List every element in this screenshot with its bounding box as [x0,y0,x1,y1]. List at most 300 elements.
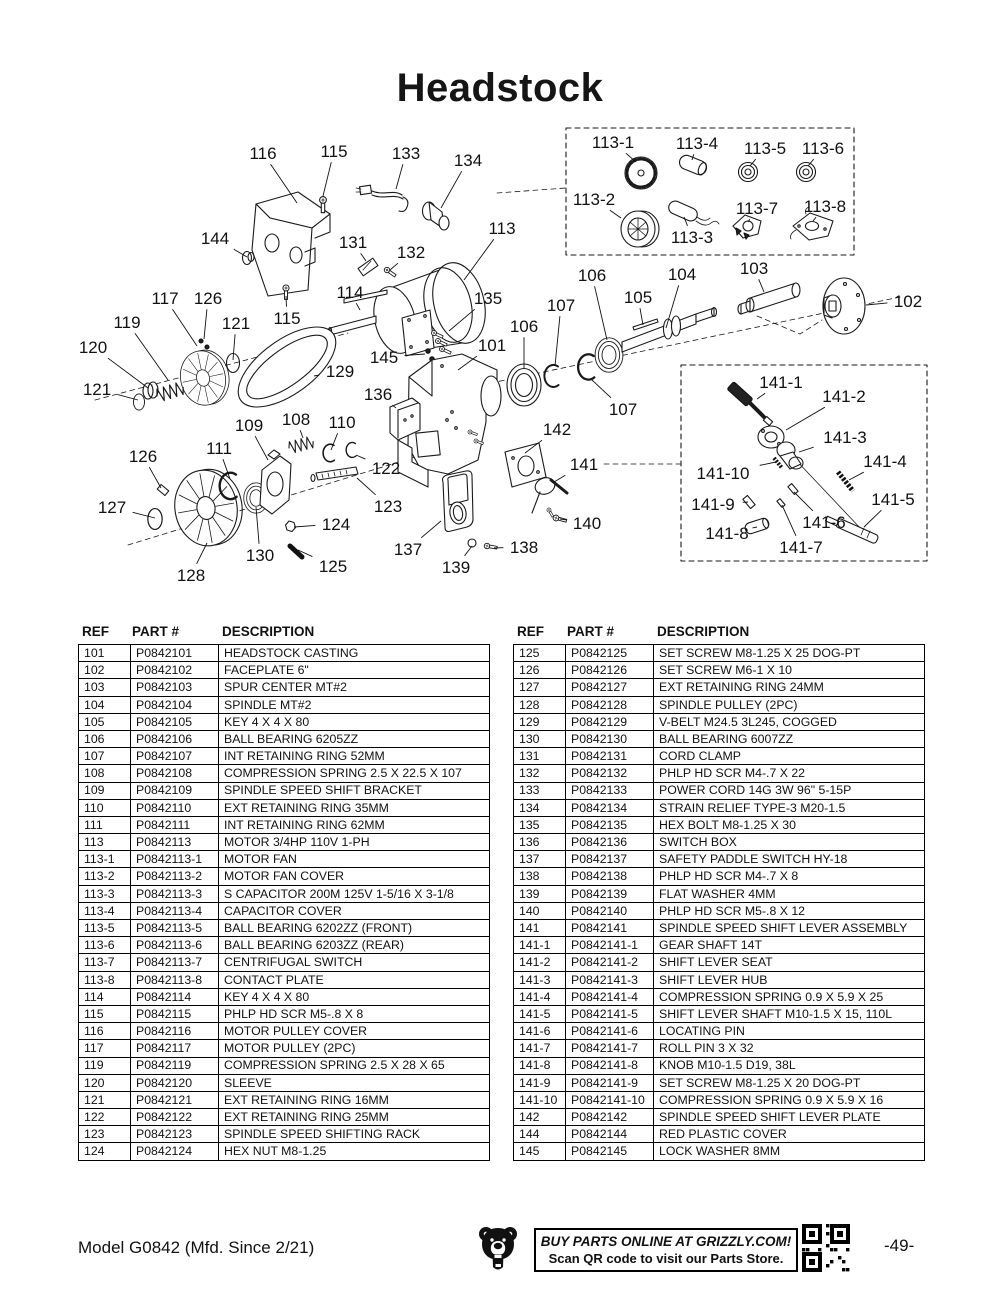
cell-desc: BALL BEARING 6205ZZ [219,730,490,747]
part-label-114: 114 [336,283,364,302]
part-117-motor-pulley [175,346,234,410]
cell-desc: SHIFT LEVER HUB [654,971,925,988]
part-113-motor [328,257,493,358]
table-row [79,730,490,747]
table-row [514,713,925,730]
cell-part: P0842114 [131,988,219,1005]
part-label-128: 128 [176,566,206,585]
part-label-141-9: 141-9 [691,495,735,514]
part-label-136: 136 [363,385,393,404]
table-row [79,885,490,902]
cell-desc: S CAPACITOR 200M 125V 1-5/16 X 3-1/8 [219,885,490,902]
parts-table-left-header [78,622,490,644]
cell-ref: 114 [79,988,131,1005]
cell-desc: BALL BEARING 6007ZZ [654,730,925,747]
part-label-113-8: 113-8 [803,197,847,216]
cell-part: P0842141-7 [566,1040,654,1057]
table-row [79,679,490,696]
leader-line-132 [390,263,398,270]
table-row [514,662,925,679]
part-label-141-5: 141-5 [871,490,915,509]
leader-line-137 [421,521,441,538]
cell-part: P0842131 [566,748,654,765]
part-113-5-ball-bearing [739,163,758,182]
cell-ref: 111 [79,816,131,833]
part-102-faceplate [823,278,865,334]
part-138-screw [484,543,498,551]
part-120-sleeve [143,382,158,399]
cell-ref: 141-4 [514,988,566,1005]
part-label-113-5: 113-5 [743,139,787,158]
part-113-1-motor-fan [625,157,657,189]
cell-desc: SLEEVE [219,1074,490,1091]
cell-desc: GEAR SHAFT 14T [654,937,925,954]
cell-desc: COMPRESSION SPRING 2.5 X 22.5 X 107 [219,765,490,782]
part-label-141-7: 141-7 [779,538,823,557]
table-row [514,645,925,662]
cell-desc: SWITCH BOX [654,834,925,851]
cell-part: P0842115 [131,1005,219,1022]
table-row [79,1091,490,1108]
part-label-140: 140 [572,514,602,533]
table-row [514,851,925,868]
cell-ref: 134 [514,799,566,816]
page-footer [0,1222,1000,1282]
cell-ref: 144 [514,1126,566,1143]
subassembly-link-line [497,188,566,193]
cell-part: P0842130 [566,730,654,747]
leader-line-110 [331,433,338,450]
cell-ref: 133 [514,782,566,799]
cell-part: P0842134 [566,799,654,816]
cell-ref: 141-7 [514,1040,566,1057]
part-label-125: 125 [318,557,348,576]
leader-line-141-1 [757,393,765,399]
cell-ref: 126 [514,662,566,679]
cell-desc: SHIFT LEVER SEAT [654,954,925,971]
cell-desc: SPINDLE SPEED SHIFT LEVER ASSEMBLY [654,920,925,937]
cell-ref: 125 [514,645,566,662]
cell-part: P0842109 [131,782,219,799]
leader-line-141-2 [786,407,825,430]
cell-desc: SPUR CENTER MT#2 [219,679,490,696]
cell-ref: 113-6 [79,937,131,954]
cell-desc: SPINDLE SPEED SHIFT BRACKET [219,782,490,799]
cell-part: P0842113-3 [131,885,219,902]
cell-desc: SPINDLE MT#2 [219,696,490,713]
cell-part: P0842103 [131,679,219,696]
part-label-101: 101 [477,336,507,355]
cell-part: P0842129 [566,713,654,730]
cell-part: P0842124 [131,1143,219,1160]
cell-part: P0842101 [131,645,219,662]
table-row [514,834,925,851]
cell-part: P0842141-3 [566,971,654,988]
table-row [514,799,925,816]
table-row [514,1005,925,1022]
part-label-130: 130 [245,546,275,565]
part-label-139: 139 [441,558,471,577]
part-label-131: 131 [338,233,368,252]
cell-desc: SET SCREW M8-1.25 X 25 DOG-PT [654,645,925,662]
part-label-141-10: 141-10 [696,464,750,483]
part-label-138: 138 [509,538,539,557]
part-label-126: 126 [128,447,158,466]
cell-desc: EXT RETAINING RING 35MM [219,799,490,816]
cell-ref: 141-9 [514,1074,566,1091]
part-label-113-1: 113-1 [591,133,635,152]
leader-line-115 [323,162,331,196]
part-label-129: 129 [325,362,355,381]
cell-ref: 109 [79,782,131,799]
cell-ref: 113-3 [79,885,131,902]
cell-desc: SPINDLE SPEED SHIFTING RACK [219,1126,490,1143]
part-label-122: 122 [371,459,401,478]
parts-table-right-grid [513,644,925,1161]
cell-desc: MOTOR FAN COVER [219,868,490,885]
part-label-119: 119 [113,313,141,332]
table-row [514,1126,925,1143]
cell-part: P0842113-6 [131,937,219,954]
parts-table-left [78,622,490,1161]
cell-ref: 124 [79,1143,131,1160]
table-row [514,1057,925,1074]
cell-ref: 104 [79,696,131,713]
col-header-part: PART # [132,624,180,639]
cell-desc: PHLP HD SCR M5-.8 X 8 [219,1005,490,1022]
table-row [514,748,925,765]
leader-line-103 [759,279,764,292]
cell-ref: 116 [79,1023,131,1040]
part-141-7-roll-pin [777,499,785,508]
cell-part: P0842137 [566,851,654,868]
cell-ref: 113-2 [79,868,131,885]
cell-ref: 129 [514,713,566,730]
table-row [514,971,925,988]
cell-ref: 136 [514,834,566,851]
cell-ref: 110 [79,799,131,816]
leader-line-141-3 [799,447,814,452]
part-label-144: 144 [200,229,230,248]
leader-line-123 [357,478,376,495]
cell-part: P0842135 [566,816,654,833]
part-label-124: 124 [321,515,351,534]
leader-line-126 [204,309,207,339]
cell-part: P0842111 [131,816,219,833]
cell-desc: BALL BEARING 6203ZZ (REAR) [219,937,490,954]
cell-part: P0842141 [566,920,654,937]
cell-desc: INT RETAINING RING 62MM [219,816,490,833]
cell-ref: 140 [514,902,566,919]
table-row [79,1057,490,1074]
cell-desc: SHIFT LEVER SHAFT M10-1.5 X 15, 110L [654,1005,925,1022]
col-header-desc: DESCRIPTION [657,624,750,639]
part-label-113-6: 113-6 [801,139,845,158]
table-row [514,730,925,747]
cell-ref: 131 [514,748,566,765]
part-label-141-3: 141-3 [823,428,867,447]
exploded-parts-diagram [0,0,1000,620]
cell-ref: 141-1 [514,937,566,954]
part-label-120: 120 [78,338,108,357]
cell-desc: SPINDLE PULLEY (2PC) [654,696,925,713]
part-label-113-7: 113-7 [735,199,779,218]
cell-desc: SPINDLE SPEED SHIFT LEVER PLATE [654,1109,925,1126]
table-row [79,1143,490,1160]
cell-ref: 107 [79,748,131,765]
cell-part: P0842140 [566,902,654,919]
table-row [79,645,490,662]
leader-line-121 [233,334,235,360]
cell-desc: COMPRESSION SPRING 0.9 X 5.9 X 25 [654,988,925,1005]
cell-ref: 108 [79,765,131,782]
table-row [79,748,490,765]
cell-desc: MOTOR FAN [219,851,490,868]
cell-part: P0842141-2 [566,954,654,971]
cell-ref: 117 [79,1040,131,1057]
cell-part: P0842113-8 [131,971,219,988]
cell-ref: 121 [79,1091,131,1108]
part-label-142: 142 [542,420,572,439]
cell-ref: 102 [79,662,131,679]
leader-line-106 [595,286,607,340]
table-row [79,1126,490,1143]
cell-desc: SET SCREW M8-1.25 X 20 DOG-PT [654,1074,925,1091]
promo-subline: Scan QR code to visit our Parts Store. [548,1251,784,1266]
cell-part: P0842141-9 [566,1074,654,1091]
cell-desc: RED PLASTIC COVER [654,1126,925,1143]
part-139-flat-washer [468,539,476,547]
table-row [514,1023,925,1040]
table-row [79,971,490,988]
table-row [79,1023,490,1040]
cell-ref: 113-8 [79,971,131,988]
cell-desc: FACEPLATE 6" [219,662,490,679]
cell-part: P0842117 [131,1040,219,1057]
cell-desc: PHLP HD SCR M4-.7 X 8 [654,868,925,885]
part-141-shift-lever-assembly [532,475,567,518]
cell-ref: 138 [514,868,566,885]
table-row [79,868,490,885]
part-label-137: 137 [393,540,423,559]
part-109-shift-bracket [260,450,291,514]
cell-desc: STRAIN RELIEF TYPE-3 M20-1.5 [654,799,925,816]
leader-line-105 [640,308,643,325]
cell-desc: EXT RETAINING RING 16MM [219,1091,490,1108]
cell-part: P0842141-5 [566,1005,654,1022]
part-label-132: 132 [396,243,426,262]
promo-headline: BUY PARTS ONLINE AT GRIZZLY.COM! [540,1234,792,1249]
cell-ref: 137 [514,851,566,868]
cell-desc: SAFETY PADDLE SWITCH HY-18 [654,851,925,868]
part-label-106: 106 [577,266,607,285]
table-row [514,782,925,799]
part-134-strain-relief [423,202,450,230]
part-105-key [633,319,658,330]
part-label-110: 110 [328,413,356,432]
cell-part: P0842141-1 [566,937,654,954]
cell-desc: COMPRESSION SPRING 0.9 X 5.9 X 16 [654,1091,925,1108]
part-label-113-2: 113-2 [572,190,616,209]
cell-ref: 119 [79,1057,131,1074]
table-row [514,1143,925,1160]
cell-desc: COMPRESSION SPRING 2.5 X 28 X 65 [219,1057,490,1074]
table-row [79,988,490,1005]
part-label-141-6: 141-6 [802,513,846,532]
cell-ref: 103 [79,679,131,696]
table-row [79,902,490,919]
leader-line-113 [464,239,494,280]
cell-part: P0842142 [566,1109,654,1126]
part-label-141-8: 141-8 [705,524,749,543]
cell-part: P0842104 [131,696,219,713]
table-row [514,954,925,971]
part-113-6-ball-bearing [797,163,816,182]
table-row [79,851,490,868]
part-141-3-shift-lever-hub [777,442,803,469]
part-label-109: 109 [234,416,264,435]
cell-part: P0842133 [566,782,654,799]
parts-table-right-header [513,622,925,644]
cell-desc: HEX BOLT M8-1.25 X 30 [654,816,925,833]
leader-line-133 [396,164,403,189]
part-label-111: 111 [206,439,232,458]
table-row [79,834,490,851]
part-label-105: 105 [623,288,653,307]
part-132-screw [383,266,397,278]
leader-line-141-5 [864,510,881,527]
part-107-int-ring-a [544,365,558,387]
grizzly-bear-icon [476,1225,520,1273]
table-row [514,1040,925,1057]
part-label-123: 123 [373,497,403,516]
part-label-102: 102 [893,292,923,311]
cell-ref: 113-4 [79,902,131,919]
part-label-127: 127 [97,498,127,517]
part-label-113: 113 [488,219,516,238]
part-label-126: 126 [193,289,223,308]
part-119-compression-spring [155,381,185,402]
cell-desc: HEX NUT M8-1.25 [219,1143,490,1160]
qr-code-image [802,1224,850,1272]
table-row [514,1074,925,1091]
leader-line-141-6 [794,492,813,511]
cell-ref: 120 [79,1074,131,1091]
cell-part: P0842141-8 [566,1057,654,1074]
cell-ref: 135 [514,816,566,833]
table-row [514,885,925,902]
cell-part: P0842116 [131,1023,219,1040]
leader-line-141-10 [760,462,776,465]
cell-ref: 141-6 [514,1023,566,1040]
cell-ref: 141-10 [514,1091,566,1108]
col-header-ref: REF [517,624,544,639]
table-row [79,1005,490,1022]
leader-line-126 [149,467,161,488]
cell-part: P0842105 [131,713,219,730]
table-row [514,988,925,1005]
cell-ref: 127 [514,679,566,696]
table-row [514,902,925,919]
part-126-set-screws-upper [199,339,209,349]
leader-line-122 [356,455,365,459]
cell-desc: PHLP HD SCR M5-.8 X 12 [654,902,925,919]
cell-desc: KEY 4 X 4 X 80 [219,988,490,1005]
part-label-107: 107 [608,400,638,419]
leader-line-113-2 [610,210,621,218]
cell-ref: 115 [79,1005,131,1022]
cell-ref: 141 [514,920,566,937]
cell-desc: HEADSTOCK CASTING [219,645,490,662]
part-label-113-3: 113-3 [670,228,714,247]
part-106-ball-bearing-front [507,364,541,406]
buy-parts-promo-box [534,1228,798,1272]
table-row [514,696,925,713]
part-127-ext-ring [148,509,162,530]
col-header-ref: REF [82,624,109,639]
cell-part: P0842110 [131,799,219,816]
table-row [514,679,925,696]
leader-line-124 [294,525,315,527]
table-row [79,713,490,730]
cell-part: P0842113-1 [131,851,219,868]
cell-ref: 142 [514,1109,566,1126]
part-131-cord-clamp [358,258,378,276]
part-label-141-4: 141-4 [863,452,907,471]
cell-part: P0842141-4 [566,988,654,1005]
cell-desc: FLAT WASHER 4MM [654,885,925,902]
leader-line-141 [554,475,565,482]
part-113-7-centrifugal-switch [733,215,761,239]
table-row [79,696,490,713]
cell-desc: EXT RETAINING RING 25MM [219,1109,490,1126]
leader-line-119 [135,333,168,380]
cell-ref: 113-7 [79,954,131,971]
cell-desc: V-BELT M24.5 3L245, COGGED [654,713,925,730]
cell-part: P0842108 [131,765,219,782]
leader-line-127 [133,512,155,518]
part-label-141: 141 [569,455,599,474]
table-row [79,799,490,816]
part-label-116: 116 [249,144,277,163]
part-121-ext-ring-b [133,394,144,410]
cell-part: P0842128 [566,696,654,713]
part-label-121: 121 [221,314,251,333]
cell-ref: 106 [79,730,131,747]
cell-ref: 128 [514,696,566,713]
table-row [514,816,925,833]
cell-ref: 101 [79,645,131,662]
cell-ref: 130 [514,730,566,747]
cell-desc: CENTRIFUGAL SWITCH [219,954,490,971]
cell-ref: 139 [514,885,566,902]
cell-part: P0842136 [566,834,654,851]
cell-ref: 141-8 [514,1057,566,1074]
cell-part: P0842122 [131,1109,219,1126]
cell-part: P0842141-6 [566,1023,654,1040]
col-header-part: PART # [567,624,615,639]
part-label-141-1: 141-1 [759,373,803,392]
part-122-ext-ring [346,442,356,457]
part-label-107: 107 [546,296,576,315]
model-label: Model G0842 (Mfd. Since 2/21) [78,1238,315,1257]
leader-line-120 [108,358,148,388]
table-row [79,1040,490,1057]
cell-part: P0842127 [566,679,654,696]
part-140-screw [552,514,567,523]
part-label-145: 145 [369,348,399,367]
cell-part: P0842119 [131,1057,219,1074]
